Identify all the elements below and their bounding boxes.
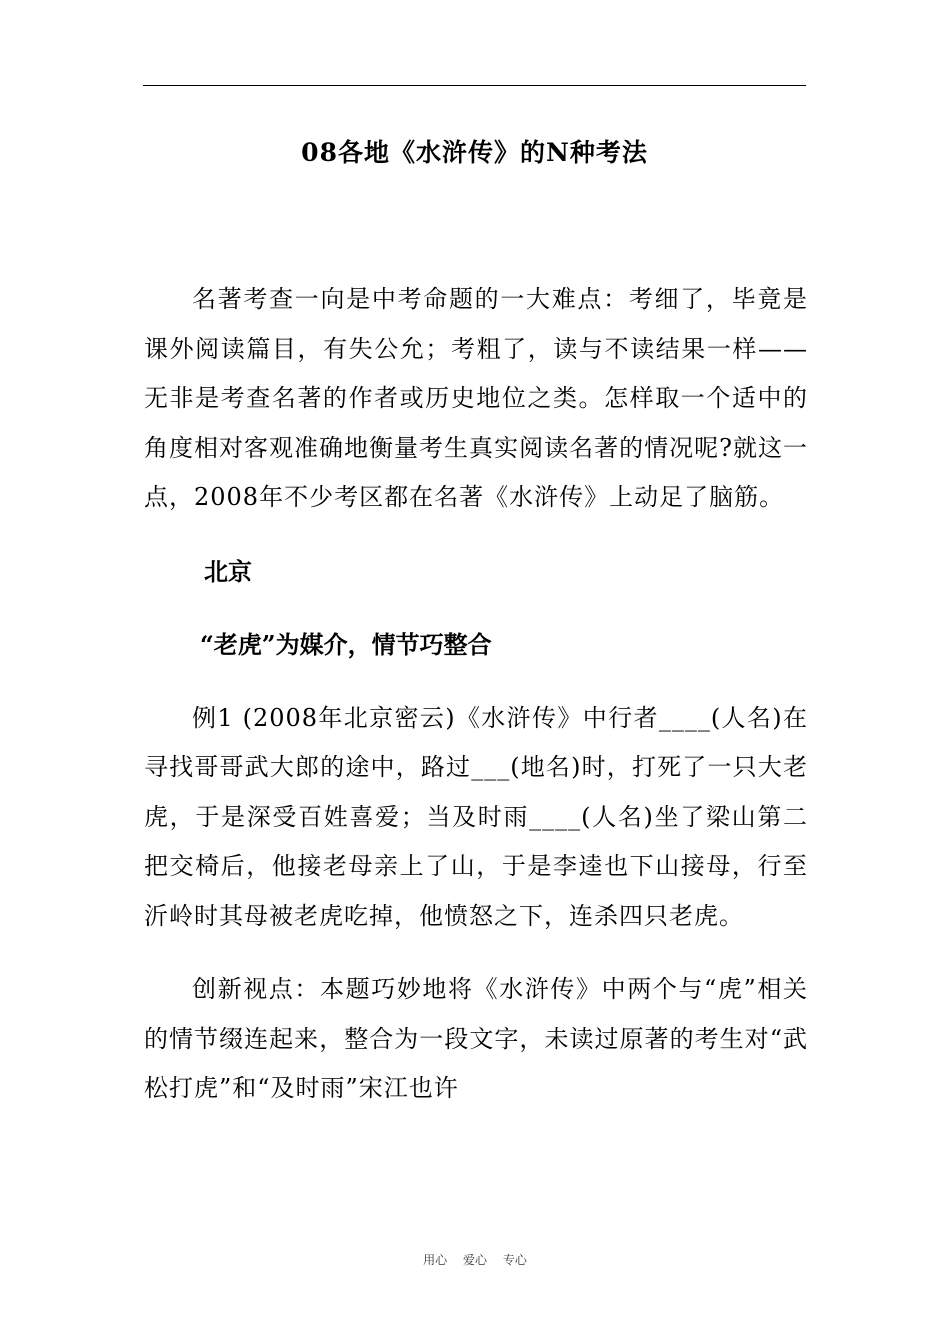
header-rule bbox=[143, 85, 806, 86]
intro-paragraph: 名著考查一向是中考命题的一大难点：考细了，毕竟是课外阅读篇目，有失公允；考粗了，读与不读结果一样——无非是考查名著的作者或历史地位之类。怎样取一个适中的角度相对客观准确地衡量考生真实阅读名著的情况呢?就这一点，2008年不少考区都在名著《水浒传》上动足了脑筋。 bbox=[144, 285, 808, 511]
footer-item: 爱心 bbox=[462, 1253, 487, 1267]
footer-item: 专心 bbox=[502, 1253, 527, 1267]
document-body bbox=[144, 275, 808, 1138]
document-title: 08各地《水浒传》的N种考法 bbox=[301, 138, 648, 167]
footer-item: 用心 bbox=[423, 1253, 448, 1267]
innovation-paragraph: 创新视点：本题巧妙地将《水浒传》中两个与“虎”相关的情节缀连起来，整合为一段文字，未读过原著的考生对“武松打虎”和“及时雨”宋江也许 bbox=[144, 975, 808, 1102]
page-footer bbox=[0, 1251, 950, 1268]
section-region-heading: 北京 bbox=[204, 556, 252, 586]
example-paragraph: 例1 (2008年北京密云)《水浒传》中行者____(人名)在寻找哥哥武大郎的途中，路过___(地名)时，打死了一只大老虎，于是深受百姓喜爱；当及时雨____(人名)坐了梁山第二把交椅后，他接老母亲上了山，于是李逵也下山接母，行至沂岭时其母被老虎吃掉，他愤怒之下，连杀四只老虎。 bbox=[144, 703, 808, 930]
section-subheading: “老虎”为媒介，情节巧整合 bbox=[200, 630, 492, 659]
